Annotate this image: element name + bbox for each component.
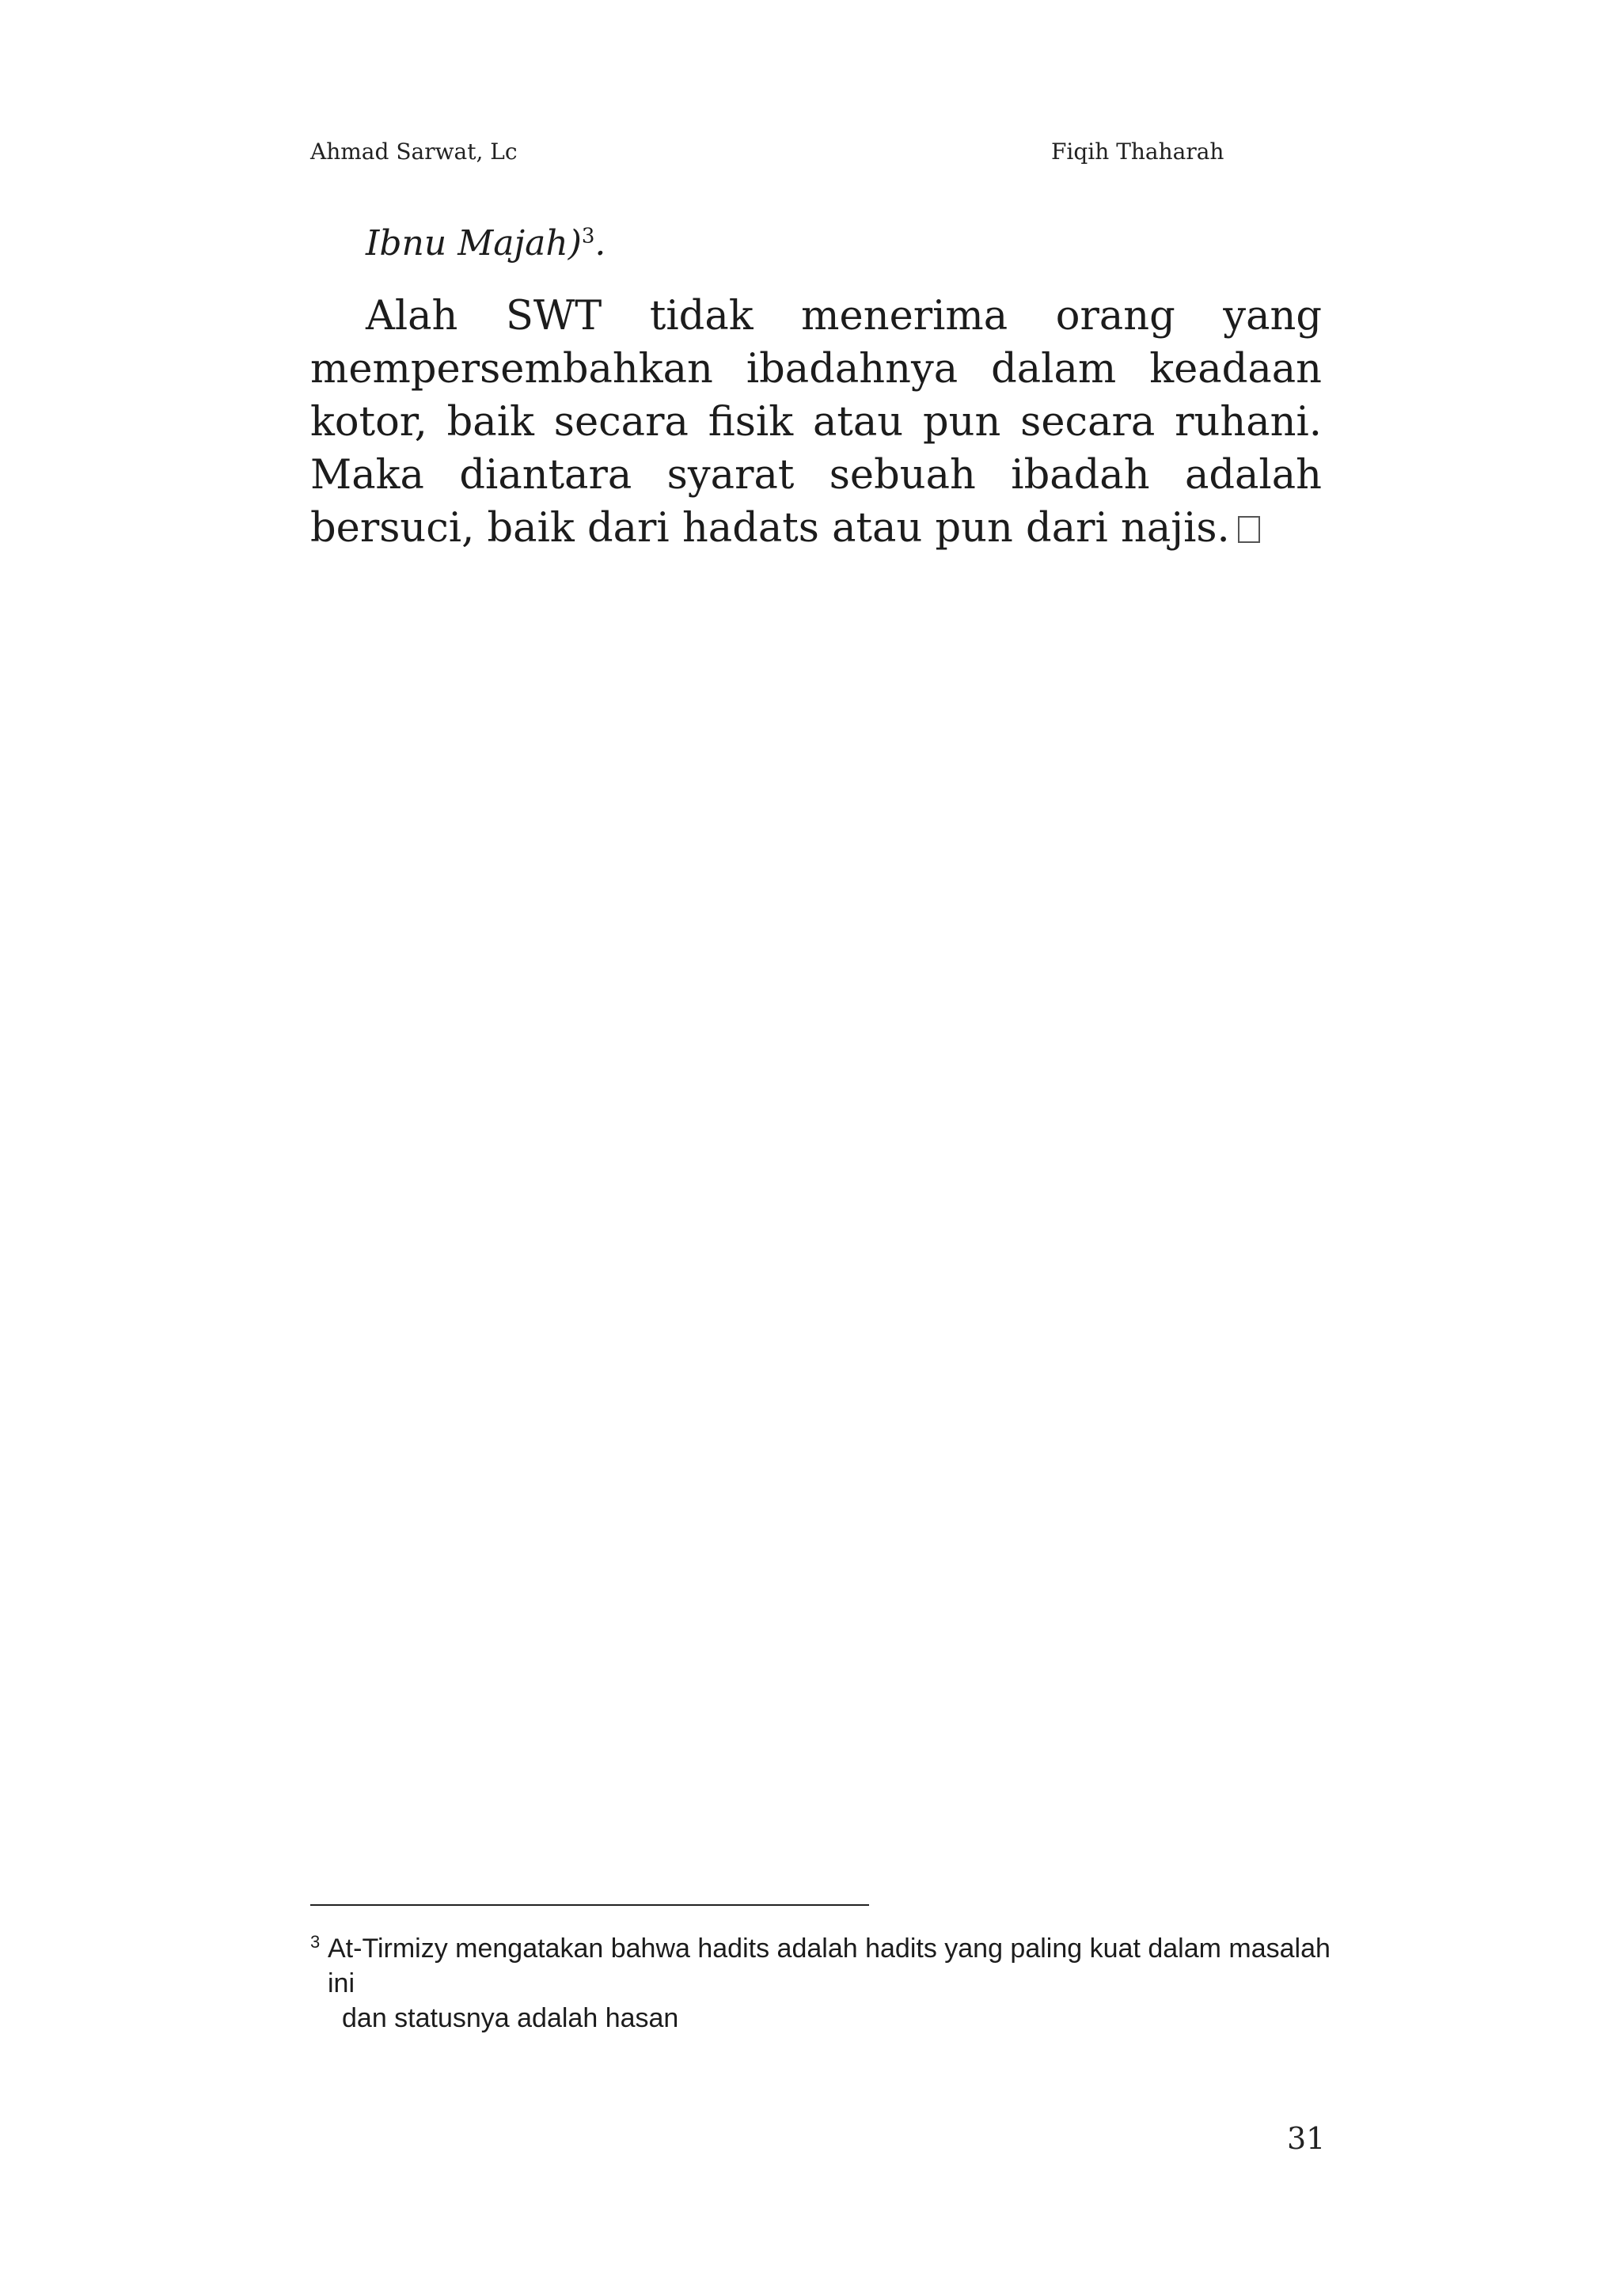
footnote-text-line-1: At-Tirmizy mengatakan bahwa hadits adalah hadits yang paling kuat dalam masalah ini [328, 1934, 1331, 1998]
running-header-author: Ahmad Sarwat, Lc [310, 139, 518, 165]
citation-end: . [594, 223, 606, 264]
body-paragraph [310, 290, 1322, 555]
footnote [310, 1931, 1331, 2036]
paragraph-text: Alah SWT tidak menerima orang yang mempersembahkan ibadahnya dalam keadaan kotor, baik secara fisik atau pun secara ruhani. Maka diantara syarat sebuah ibadah adalah bersuci, baik dari hadats atau pun dari najis. [310, 293, 1322, 552]
footnote-reference[interactable]: 3 [581, 224, 595, 249]
end-of-section-icon [1238, 516, 1260, 543]
footnote-text-line-2: dan statusnya adalah hasan [342, 2003, 679, 2033]
citation-text: Ibnu Majah) [366, 223, 582, 264]
page-number: 31 [1287, 2121, 1326, 2156]
running-header-title: Fiqih Thaharah [1051, 139, 1224, 165]
footnote-separator [310, 1904, 869, 1906]
citation-continuation [366, 222, 606, 266]
footnote-number: 3 [310, 1932, 321, 1952]
